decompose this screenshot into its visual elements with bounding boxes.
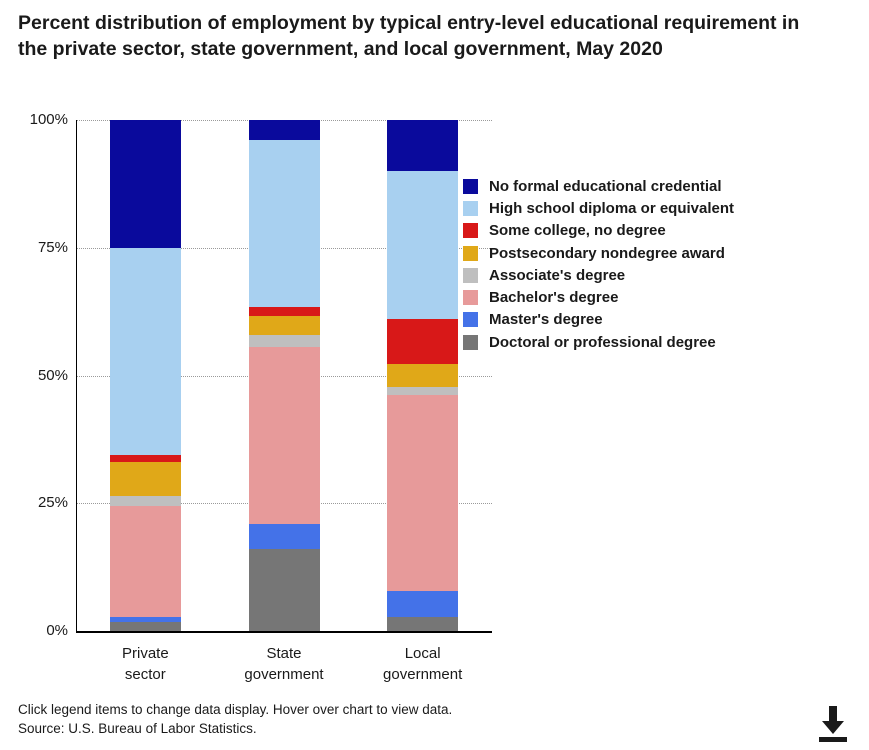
legend-swatch xyxy=(463,268,478,283)
legend-label: No formal educational credential xyxy=(489,177,722,195)
legend-item[interactable] xyxy=(463,220,853,242)
bar-segment[interactable] xyxy=(387,387,458,395)
bar-segment[interactable] xyxy=(249,335,320,348)
y-axis-tick-label: 0% xyxy=(46,622,68,639)
bar-stack[interactable] xyxy=(249,120,320,631)
legend-item[interactable] xyxy=(463,331,853,353)
legend-label: Some college, no degree xyxy=(489,222,666,240)
y-axis-tick-label: 50% xyxy=(37,366,68,384)
page-title: Percent distribution of employment by typical entry-level educational requirement in the private sector, state government, and local government, May 2020 xyxy=(18,12,800,60)
chart-footer xyxy=(18,700,618,738)
legend-item[interactable] xyxy=(463,286,853,308)
y-axis-tick-label: 75% xyxy=(37,238,68,256)
bar-segment[interactable] xyxy=(110,120,181,248)
footer-instructions: Click legend items to change data display. Hover over chart to view data. xyxy=(18,702,453,717)
bar-segment[interactable] xyxy=(387,395,458,591)
legend-label: Doctoral or professional degree xyxy=(489,333,716,351)
legend-swatch xyxy=(463,179,478,194)
bar-segment[interactable] xyxy=(110,248,181,455)
legend-label: Postsecondary nondegree award xyxy=(489,244,725,262)
footer-source: Source: U.S. Bureau of Labor Statistics. xyxy=(18,721,257,736)
bar-segment[interactable] xyxy=(387,617,458,631)
x-axis-tick-label: Private sector xyxy=(121,645,169,683)
bar-segment[interactable] xyxy=(110,496,181,506)
download-icon[interactable] xyxy=(812,706,854,744)
legend-swatch xyxy=(463,246,478,261)
legend-swatch xyxy=(463,335,478,350)
x-axis-line xyxy=(76,631,492,633)
bar-segment[interactable] xyxy=(249,316,320,334)
legend-label: Bachelor's degree xyxy=(489,289,619,307)
bar-segment[interactable] xyxy=(387,591,458,617)
legend-item[interactable] xyxy=(463,242,853,264)
bar-segment[interactable] xyxy=(387,319,458,364)
bar-segment[interactable] xyxy=(387,171,458,319)
legend-label: Associate's degree xyxy=(489,266,626,284)
legend-swatch xyxy=(463,290,478,305)
bar-stack[interactable] xyxy=(110,120,181,631)
bar-segment[interactable] xyxy=(249,307,320,316)
bar-stack[interactable] xyxy=(387,120,458,631)
bar-segment[interactable] xyxy=(387,120,458,171)
legend-item[interactable] xyxy=(463,264,853,286)
bar-segment[interactable] xyxy=(249,549,320,631)
bar-segment[interactable] xyxy=(110,506,181,617)
bar-segment[interactable] xyxy=(249,120,320,140)
bar-segment[interactable] xyxy=(110,462,181,495)
legend-item[interactable] xyxy=(463,197,853,219)
legend-swatch xyxy=(463,312,478,327)
legend-swatch xyxy=(463,201,478,216)
x-axis-tick-label: Local government xyxy=(383,645,463,683)
chart-legend[interactable] xyxy=(463,175,853,353)
legend-label: Master's degree xyxy=(489,311,603,329)
bar-segment[interactable] xyxy=(249,347,320,523)
legend-item[interactable] xyxy=(463,309,853,331)
bar-segment[interactable] xyxy=(110,617,181,622)
bar-segment[interactable] xyxy=(387,364,458,386)
x-axis-tick-label: State government xyxy=(244,645,324,683)
legend-swatch xyxy=(463,223,478,238)
bar-segment[interactable] xyxy=(249,524,320,550)
y-axis-tick-label: 100% xyxy=(29,111,68,128)
y-axis-line xyxy=(76,120,77,632)
bar-segment[interactable] xyxy=(110,455,181,463)
y-axis-tick-label: 25% xyxy=(37,494,68,512)
legend-label: High school diploma or equivalent xyxy=(489,199,735,217)
bar-segment[interactable] xyxy=(110,622,181,631)
legend-item[interactable] xyxy=(463,175,853,197)
bar-segment[interactable] xyxy=(249,140,320,307)
